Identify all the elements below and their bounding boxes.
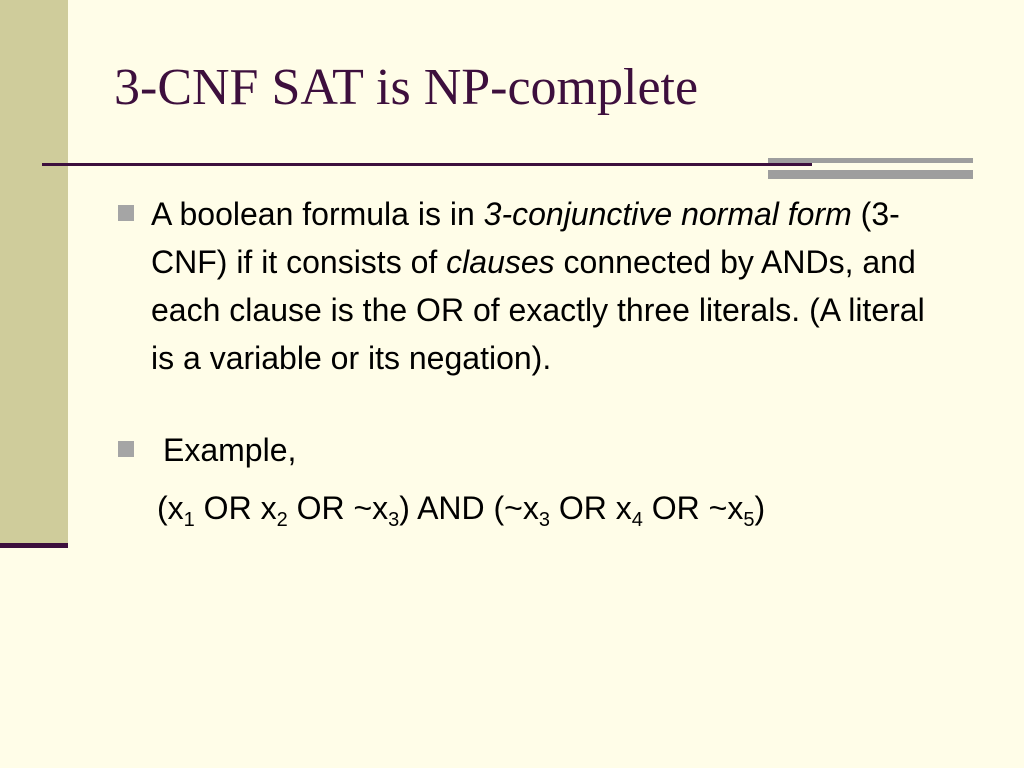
- bullet-definition-text: [151, 196, 925, 376]
- definition-term-3cnf: 3-conjunctive normal form: [483, 196, 852, 232]
- title-accent-bar-bottom: [768, 170, 973, 179]
- definition-term-clauses: clauses: [446, 244, 555, 280]
- slide-title: 3-CNF SAT is NP-complete: [114, 59, 699, 116]
- formula-subscript: 3: [388, 509, 400, 531]
- formula-part: (x: [157, 490, 184, 526]
- side-decoration-rule: [0, 543, 68, 548]
- square-bullet-icon: [118, 205, 134, 221]
- formula-part: OR x: [549, 490, 632, 526]
- definition-segment: A boolean formula is in: [151, 196, 484, 232]
- bullet-definition: [115, 190, 949, 382]
- formula-part: OR x: [194, 490, 277, 526]
- formula-subscript: 4: [631, 509, 643, 531]
- title-underline: [42, 163, 812, 166]
- formula-subscript: 2: [276, 509, 288, 531]
- example-label: Example,: [163, 432, 297, 468]
- example-formula: [157, 484, 975, 532]
- square-bullet-icon: [118, 441, 134, 457]
- formula-subscript: 1: [183, 509, 195, 531]
- formula-part: ): [754, 490, 766, 526]
- side-decoration-band: [0, 0, 68, 545]
- definition-segment: (3-CNF) if it consists of: [151, 196, 900, 280]
- formula-subscript: 3: [538, 509, 550, 531]
- title-accent-bar-top: [768, 158, 973, 163]
- definition-segment: connected by ANDs, and each clause is the OR of exactly three literals. (A literal is a variable or its negation).: [151, 244, 925, 376]
- slide-body: [115, 190, 975, 532]
- formula-part: ) AND (~x: [399, 490, 539, 526]
- formula-part: OR ~x: [287, 490, 389, 526]
- bullet-example: [115, 426, 975, 474]
- formula-part: OR ~x: [642, 490, 744, 526]
- formula-subscript: 5: [743, 509, 755, 531]
